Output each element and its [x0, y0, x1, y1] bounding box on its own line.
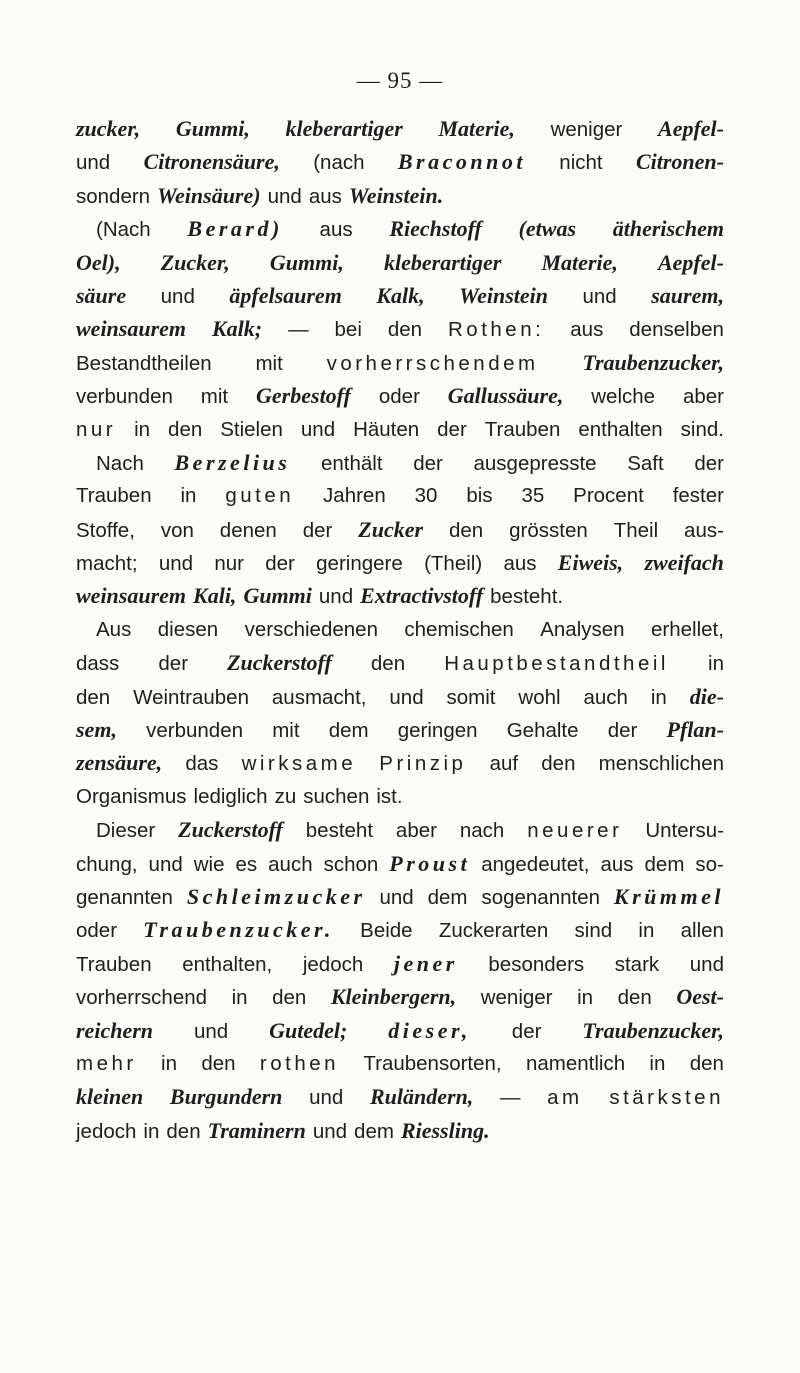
word: Eiweis,: [557, 550, 624, 576]
word: der: [694, 451, 724, 475]
text-line: [76, 847, 724, 880]
word: das: [185, 752, 219, 776]
word: nicht: [559, 151, 603, 175]
text-line: [76, 680, 724, 713]
word: Kali,: [193, 583, 237, 609]
word: (Theil): [424, 552, 483, 576]
word: verbunden: [146, 719, 244, 743]
text-line: [76, 246, 724, 279]
word: ist.: [376, 784, 403, 808]
word: Traubenzucker.: [143, 917, 334, 943]
text-line: [76, 479, 724, 512]
word: ausmacht,: [271, 685, 367, 709]
word: in: [649, 1051, 666, 1075]
word: dieser,: [388, 1017, 471, 1043]
word: Riessling.: [400, 1117, 490, 1143]
word: äpfelsaurem: [229, 282, 342, 308]
word: Citronensäure,: [143, 149, 280, 175]
word: allen: [680, 919, 724, 943]
word: in: [231, 986, 248, 1010]
word: mit: [200, 385, 229, 409]
word: sind: [574, 919, 613, 943]
word: Zuckerstoff: [178, 817, 283, 843]
word: aber: [395, 819, 437, 843]
word: der: [511, 1019, 542, 1043]
text-line: [76, 613, 724, 646]
word: die-: [689, 683, 724, 709]
word: Weintrauben: [133, 685, 249, 709]
word: aus-: [684, 518, 724, 542]
word: ausgepresste: [473, 451, 597, 475]
word: suchen: [303, 784, 370, 808]
word: Gummi,: [175, 116, 250, 141]
text-line: [76, 546, 724, 579]
word: Bestandtheilen: [76, 351, 212, 375]
word: genannten: [76, 885, 173, 909]
word: aus: [570, 318, 604, 342]
word: erhellet,: [651, 617, 724, 641]
word: besonders: [488, 952, 585, 976]
word: bis: [466, 484, 493, 508]
text-line: [76, 513, 724, 546]
word: Aepfel-: [658, 116, 724, 141]
word: und: [312, 1119, 348, 1143]
word: säure: [76, 282, 127, 308]
word: sogenannten: [481, 885, 600, 909]
text-line: [76, 880, 724, 913]
word: Theil: [613, 518, 659, 542]
word: fester: [672, 484, 724, 508]
word: wirksame: [241, 752, 357, 776]
text-line: [76, 980, 724, 1013]
word: jedoch: [76, 1119, 137, 1143]
word: in: [134, 417, 151, 441]
word: besteht: [305, 819, 374, 843]
word: Trauben: [484, 417, 561, 441]
word: den: [387, 318, 423, 342]
word: saurem,: [651, 282, 724, 308]
word: den: [541, 752, 576, 776]
word: 30: [414, 484, 438, 508]
text-line: [76, 746, 724, 779]
word: —: [288, 318, 309, 342]
word: Gummi,: [269, 249, 344, 275]
word: der: [413, 451, 443, 475]
word: sind.: [680, 417, 724, 441]
word: Zucker,: [160, 249, 230, 275]
word: am: [547, 1086, 583, 1110]
word: Pflan-: [666, 717, 724, 743]
word: chung,: [76, 852, 138, 876]
word: so-: [695, 852, 724, 876]
word: enthalten,: [182, 952, 273, 976]
word: den: [76, 685, 111, 709]
word: (nach: [313, 151, 365, 175]
word: stark: [614, 952, 660, 976]
word: grössten: [509, 518, 588, 542]
word: Aepfel-: [657, 249, 724, 275]
word: Zuckerstoff: [227, 650, 332, 676]
word: Trauben: [76, 952, 152, 976]
word: und: [318, 585, 354, 609]
page-number: — 95 —: [356, 68, 444, 93]
text-line: [76, 913, 724, 946]
word: Materie,: [541, 249, 618, 275]
word: kleberartiger: [384, 249, 502, 275]
text-line: [76, 579, 724, 612]
word: lediglich: [193, 784, 268, 808]
word: geringere: [316, 552, 403, 576]
word: dem: [644, 852, 685, 876]
word: und: [300, 417, 336, 441]
word: Berzelius: [174, 449, 291, 475]
word: aus: [503, 552, 537, 576]
word: Saft: [627, 451, 664, 475]
word: zensäure,: [76, 750, 163, 776]
word: Stoffe,: [76, 518, 135, 542]
word: neuerer: [527, 819, 623, 843]
word: Ruländern,: [369, 1084, 474, 1110]
word: angedeutet,: [481, 852, 590, 876]
word: mehr: [76, 1051, 137, 1075]
word: Jahren: [323, 484, 386, 508]
word: Zucker: [358, 516, 424, 542]
text-line: [76, 112, 724, 145]
word: jedoch: [302, 952, 364, 976]
word: in: [638, 919, 655, 943]
word: in: [180, 484, 197, 508]
word: Häuten: [353, 417, 420, 441]
word: Burgundern: [169, 1084, 283, 1110]
word: und: [582, 284, 617, 308]
word: jener: [393, 950, 458, 976]
word: und: [148, 852, 183, 876]
word: der: [265, 552, 295, 576]
word: Procent: [573, 484, 644, 508]
word: es: [235, 852, 258, 876]
word: weniger: [480, 986, 553, 1010]
word: dem: [354, 1119, 394, 1143]
word: und: [379, 885, 414, 909]
word: Krümmel: [613, 883, 724, 909]
word: auf: [489, 752, 519, 776]
word: Kleinbergern,: [330, 984, 457, 1010]
word: stärksten: [609, 1086, 724, 1110]
text-line: [76, 379, 724, 412]
word: in: [143, 1119, 160, 1143]
word: Proust: [389, 850, 471, 876]
word: zweifach: [644, 550, 724, 576]
word: der: [158, 652, 189, 676]
word: von: [160, 518, 194, 542]
word: wie: [193, 852, 225, 876]
word: wohl: [518, 685, 561, 709]
word: sondern: [76, 184, 151, 208]
word: geringen: [397, 719, 478, 743]
word: Analysen: [540, 617, 625, 641]
word: verschiedenen: [244, 617, 378, 641]
word: ätherischem: [612, 216, 724, 242]
word: Hauptbestandtheil: [444, 652, 669, 676]
word: weinsaurem: [76, 583, 187, 609]
text-line: [76, 1114, 724, 1147]
word: reichern: [76, 1017, 153, 1043]
word: mit: [272, 719, 300, 743]
word: den: [370, 652, 406, 676]
text-line: [76, 947, 724, 980]
word: und: [158, 552, 194, 576]
word: und: [76, 151, 111, 175]
word: sem,: [76, 717, 117, 743]
word: somit: [446, 685, 496, 709]
word: Citronen-: [635, 149, 724, 175]
word: Untersu-: [645, 819, 724, 843]
word: den: [617, 986, 652, 1010]
word: denselben: [629, 318, 724, 342]
word: guten: [225, 484, 295, 508]
text-line: [76, 413, 724, 446]
word: zucker,: [76, 116, 141, 141]
word: bei: [334, 318, 362, 342]
word: und: [689, 952, 724, 976]
word: Prinzip: [379, 752, 467, 776]
word: Beide: [360, 919, 413, 943]
word: Nach: [96, 451, 144, 475]
word: Weinsäure): [157, 182, 261, 208]
word: macht;: [76, 552, 138, 576]
word: aus: [319, 218, 353, 242]
word: Gummi: [243, 583, 312, 609]
word: weinsaurem: [76, 316, 187, 342]
word: schon: [323, 852, 379, 876]
word: in: [650, 685, 667, 709]
word: enthalten: [578, 417, 663, 441]
word: Trauben: [76, 484, 152, 508]
word: Oel),: [76, 249, 121, 275]
word: Traubenzucker,: [582, 349, 724, 375]
word: (Nach: [96, 218, 151, 242]
word: Kalk,: [376, 282, 425, 308]
word: und: [267, 184, 302, 208]
word: Traminern: [207, 1117, 306, 1143]
word: aus: [600, 852, 634, 876]
word: diesen: [157, 617, 219, 641]
word: Berard): [187, 216, 283, 242]
word: den: [448, 518, 484, 542]
word: nur: [214, 552, 244, 576]
word: Braconnot: [397, 149, 526, 175]
word: und: [160, 284, 195, 308]
word: Traubenzucker,: [582, 1017, 724, 1043]
word: Aus: [96, 617, 132, 641]
word: Gerbestoff: [256, 383, 351, 409]
word: rothen: [259, 1051, 340, 1075]
word: Gutedel;: [269, 1017, 348, 1043]
word: auch: [583, 685, 628, 709]
word: enthält: [321, 451, 383, 475]
text-line: [76, 780, 724, 813]
word: und: [309, 1086, 344, 1110]
text-line: [76, 279, 724, 312]
word: chemischen: [404, 617, 514, 641]
text-line: [76, 813, 724, 846]
word: weniger: [550, 118, 623, 141]
text-line: [76, 145, 724, 178]
word: kleinen: [76, 1084, 144, 1110]
word: verbunden: [76, 385, 173, 409]
text-line: [76, 346, 724, 379]
word: und: [193, 1019, 229, 1043]
word: Rothen:: [448, 318, 545, 342]
word: kleberartiger: [285, 116, 403, 141]
word: in: [708, 652, 724, 676]
word: Weinstein: [459, 282, 548, 308]
word: namentlich: [525, 1051, 626, 1075]
word: denen: [219, 518, 277, 542]
word: aus: [308, 184, 342, 208]
body-text: [76, 112, 724, 1147]
text-line: [76, 1047, 724, 1080]
word: zu: [274, 784, 297, 808]
text-line: [76, 312, 724, 345]
word: Stielen: [220, 417, 283, 441]
word: vorherrschendem: [326, 351, 539, 375]
word: der: [607, 719, 638, 743]
word: Weinstein.: [348, 182, 444, 208]
word: Gehalte: [506, 719, 579, 743]
text-line: [76, 713, 724, 746]
word: den: [201, 1051, 236, 1075]
word: mit: [255, 351, 283, 375]
word: aber: [682, 385, 724, 409]
text-line: [76, 212, 724, 245]
word: Extractivstoff: [360, 583, 484, 609]
word: oder: [76, 919, 118, 943]
word: auch: [268, 852, 313, 876]
word: Riechstoff: [389, 216, 482, 242]
word: und: [389, 685, 424, 709]
word: Oest-: [676, 984, 724, 1010]
text-line: [76, 446, 724, 479]
text-line: [76, 1080, 724, 1113]
word: Gallussäure,: [447, 383, 564, 409]
text-line: [76, 1014, 724, 1047]
word: den: [272, 986, 307, 1010]
word: dem: [328, 719, 369, 743]
word: Traubensorten,: [363, 1051, 502, 1075]
word: nur: [76, 417, 117, 441]
word: welche: [591, 385, 656, 409]
word: den: [689, 1051, 724, 1075]
word: den: [166, 1119, 201, 1143]
word: Dieser: [96, 819, 156, 843]
word: in: [161, 1051, 178, 1075]
text-line: [76, 179, 724, 212]
word: nach: [459, 819, 505, 843]
word: in: [577, 986, 594, 1010]
word: dem: [427, 885, 468, 909]
word: Organismus: [76, 784, 187, 808]
word: —: [499, 1086, 521, 1110]
word: menschlichen: [598, 752, 724, 776]
word: 35: [521, 484, 545, 508]
word: Zuckerarten: [438, 919, 549, 943]
word: Schleimzucker: [186, 883, 366, 909]
word: Materie,: [438, 116, 515, 141]
word: dass: [76, 652, 120, 676]
word: der: [302, 518, 333, 542]
word: der: [437, 417, 467, 441]
word: den: [168, 417, 203, 441]
word: vorherrschend: [76, 986, 208, 1010]
word: besteht.: [490, 585, 564, 609]
word: oder: [378, 385, 420, 409]
text-line: [76, 646, 724, 679]
word: (etwas: [518, 216, 577, 242]
word: Kalk;: [211, 316, 263, 342]
